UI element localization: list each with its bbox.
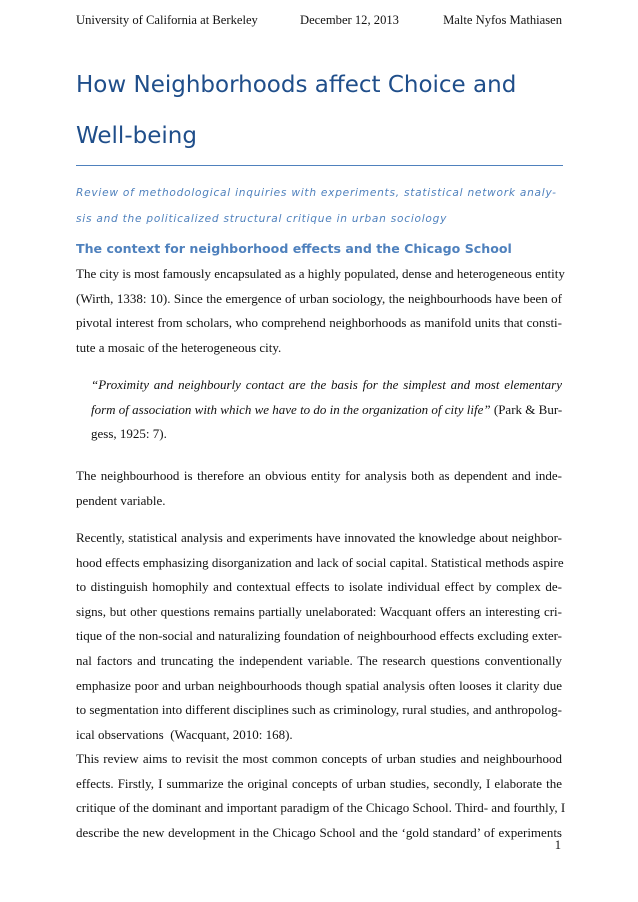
paragraph-4 — [76, 747, 566, 845]
paragraph-line: pendent variable. — [76, 492, 166, 508]
paragraph-line: describe the new development in the Chicago School and the ‘gold standard’ of experiments — [76, 824, 562, 840]
paragraph-line: (Wirth, 1338: 10). Since the emergence of urban sociology, the neighbourhoods have been of — [76, 290, 562, 306]
paragraph-line: hood effects emphasizing disorganization and lack of social capital. Statistical methods aspire — [76, 554, 564, 570]
paragraph-line: emphasize poor and urban neighbourhoods though spatial analysis often looses it clarity due — [76, 677, 562, 693]
paragraph-line: signs, but other questions remains partially unelaborated: Wacquant offers an interesting cri- — [76, 603, 562, 619]
document-title — [76, 60, 562, 162]
title-line-2: Well-being — [76, 123, 197, 149]
header-institution: University of California at Berkeley — [76, 13, 258, 27]
paragraph-line: to segmentation into different disciplines such as criminology, rural studies, and anthropolog- — [76, 702, 562, 718]
document-subtitle — [76, 180, 562, 232]
subtitle-line-2: sis and the politicalized structural critique in urban sociology — [76, 213, 448, 225]
paragraph-line: tute a mosaic of the heterogeneous city. — [76, 339, 282, 355]
paragraph-line: ical observations (Wacquant, 2010: 168). — [76, 726, 293, 742]
title-divider — [76, 165, 563, 166]
block-quote — [91, 373, 562, 447]
paragraph-line: The city is most famously encapsulated as a highly populated, dense and heterogeneous entity — [76, 266, 565, 281]
subtitle-line-1: Review of methodological inquiries with experiments, statistical network analy- — [76, 187, 557, 199]
page-number: 1 — [554, 838, 561, 852]
paragraph-1 — [76, 262, 565, 360]
header-author: Malte Nyfos Mathiasen — [443, 13, 562, 27]
paragraph-3 — [76, 526, 562, 747]
paragraph-line: The neighbourhood is therefore an obvious entity for analysis both as dependent and inde- — [76, 468, 562, 483]
paragraph-line: nal factors and truncating the independent variable. The research questions conventionally — [76, 652, 562, 668]
quote-line — [91, 398, 562, 423]
paragraph-line: effects. Firstly, I summarize the original concepts of urban studies, secondly, I elaborate the — [76, 775, 562, 791]
quote-italic-text: form of association with which we have to do in the organization of city life” — [91, 401, 491, 417]
quote-line: gess, 1925: 7). — [91, 426, 167, 442]
paragraph-line: pivotal interest from scholars, who comprehend neighborhoods as manifold units that consti- — [76, 315, 562, 331]
paragraph-2 — [76, 464, 562, 513]
paragraph-line: critique of the dominant and important paradigm of the Chicago School. Third- and fourthly, I — [76, 800, 566, 816]
paragraph-line: This review aims to revisit the most common concepts of urban studies and neighbourhood — [76, 751, 562, 766]
paragraph-line: to distinguish homophily and contextual effects to isolate individual effect by complex de- — [76, 579, 562, 595]
quote-citation: (Park & Bur- — [490, 401, 563, 417]
paragraph-line: tique of the non-social and naturalizing foundation of neighbourhood effects excluding exter- — [76, 628, 562, 644]
paragraph-line: Recently, statistical analysis and experiments have innovated the knowledge about neighbor- — [76, 530, 562, 545]
section-heading: The context for neighborhood effects and the Chicago School — [76, 241, 512, 256]
page-header — [76, 13, 562, 31]
header-date: December 12, 2013 — [300, 13, 399, 27]
quote-line: “Proximity and neighbourly contact are the basis for the simplest and most elementary — [91, 377, 562, 392]
title-line-1: How Neighborhoods affect Choice and — [76, 72, 517, 98]
